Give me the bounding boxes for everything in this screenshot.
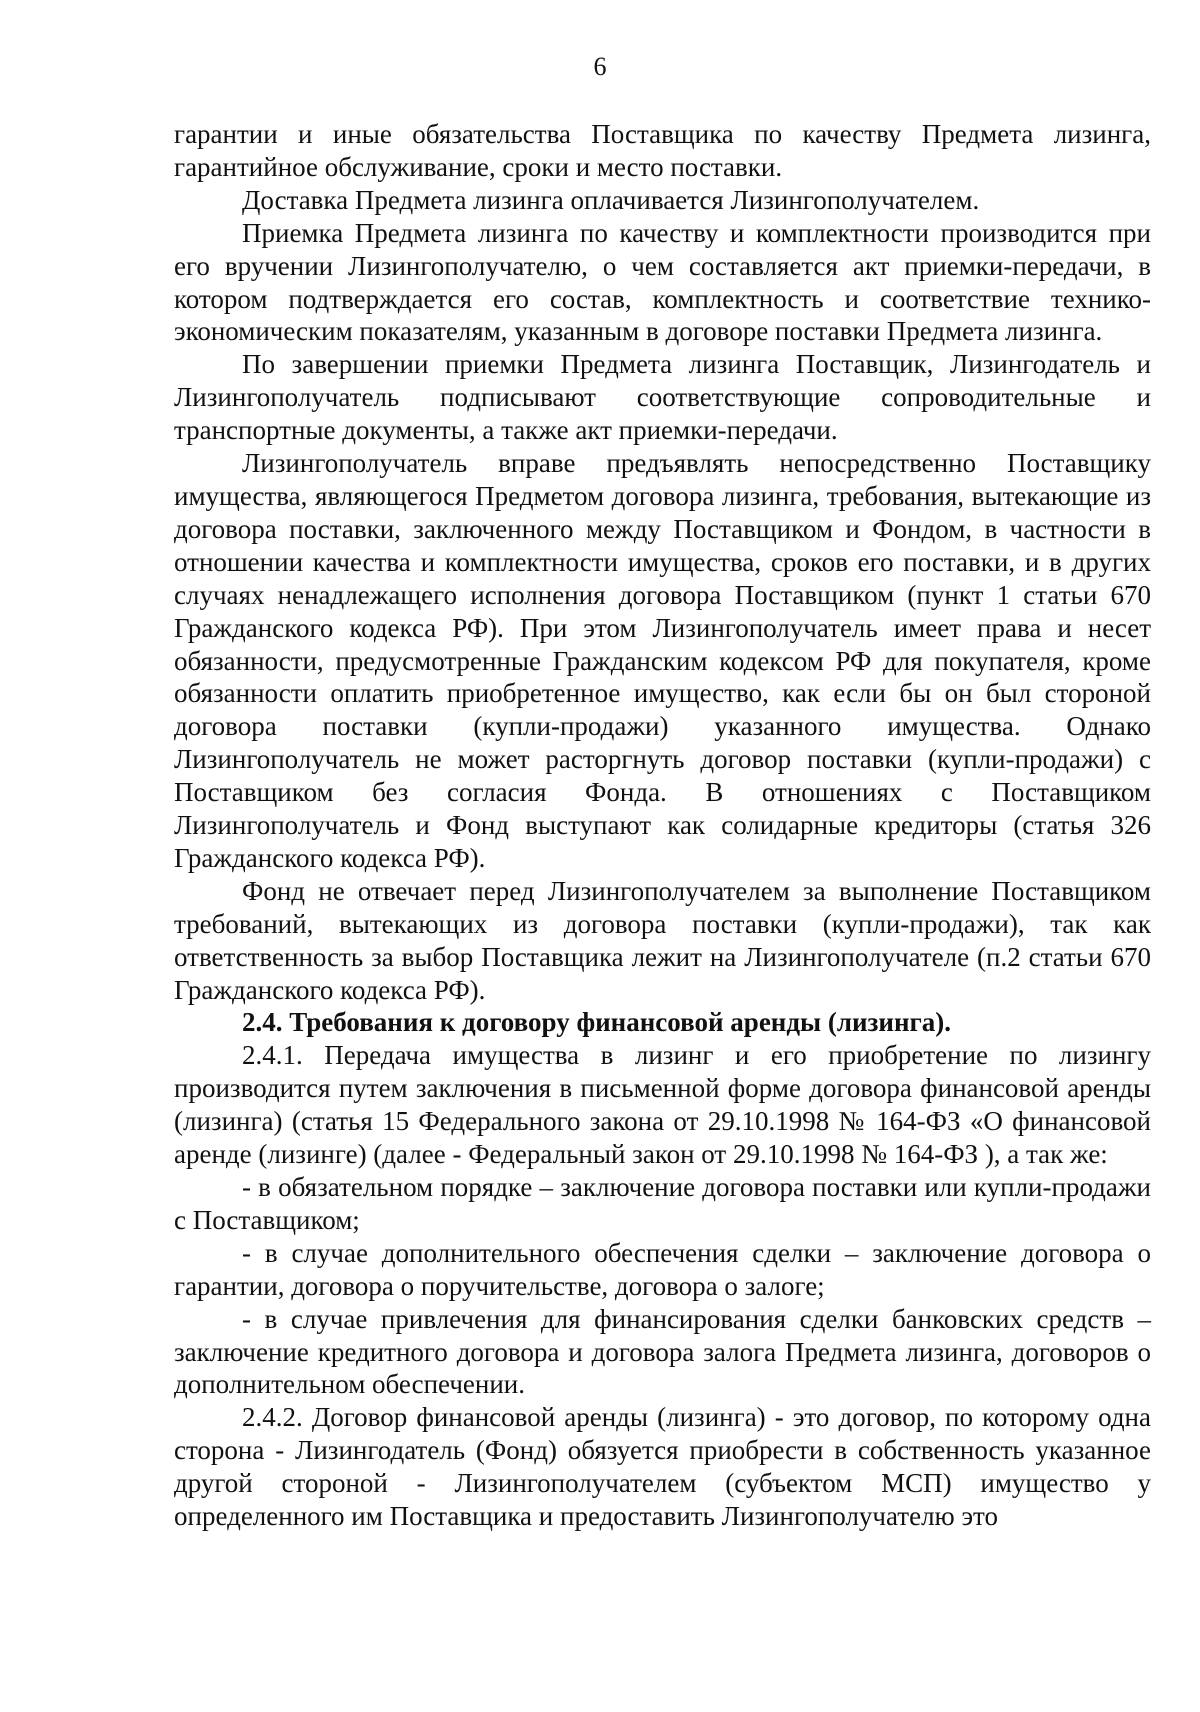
- paragraph-2-4-1: 2.4.1. Передача имущества в лизинг и его приобретение по лизингу производится путем заключения в письменной форме договора финансовой аренды (лизинга) (статья 15 Федерального закона от 29.10.1998 № 164-ФЗ «О финансовой аренде (лизинге) (далее - Федеральный закон от 29.10.1998 № 164-ФЗ ), а так же:: [174, 1040, 1151, 1170]
- paragraph-2-4-2: 2.4.2. Договор финансовой аренды (лизинга) - это договор, по которому одна сторона - Лизингодатель (Фонд) обязуется приобрести в собственность указанное другой стороной - Лизингополучателем (субъектом МСП) имущество у определенного им Поставщика и предоставить Лизингополучателю это: [174, 1402, 1151, 1532]
- paragraph-delivery-payment: Доставка Предмета лизинга оплачивается Лизингополучателем.: [242, 184, 980, 215]
- paragraph-fund-liability: Фонд не отвечает перед Лизингополучателем за выполнение Поставщиком требований, вытекающих из договора поставки (купли-продажи), так как ответственность за выбор Поставщика лежит на Лизингополучателе (п.2 статьи 670 Гражданского кодекса РФ).: [174, 875, 1151, 1005]
- list-item-supply-contract: - в обязательном порядке – заключение договора поставки или купли-продажи с Поставщиком;: [174, 1172, 1151, 1235]
- section-heading-2-4: 2.4. Требования к договору финансовой аренды (лизинга).: [242, 1007, 952, 1038]
- paragraph-acceptance: Приемка Предмета лизинга по качеству и комплектности производится при его вручении Лизингополучателю, о чем составляется акт приемки-передачи, в котором подтверждается его состав, комплектность и соответствие технико-экономическим показателям, указанным в договоре поставки Предмета лизинга.: [174, 217, 1151, 347]
- page-number: 6: [593, 52, 607, 81]
- document-body: [174, 118, 1151, 1533]
- list-item-bank-funds: - в случае привлечения для финансирования сделки банковских средств – заключение кредитного договора и договора залога Предмета лизинга, договоров о дополнительном обеспечении.: [174, 1303, 1151, 1400]
- paragraph-signing-documents: По завершении приемки Предмета лизинга Поставщик, Лизингодатель и Лизингополучатель подписывают соответствующие сопроводительные и транспортные документы, а также акт приемки-передачи.: [174, 349, 1151, 446]
- list-item-additional-security: - в случае дополнительного обеспечения сделки – заключение договора о гарантии, договора о поручительстве, договора о залоге;: [174, 1237, 1151, 1301]
- paragraph-lessee-claims: Лизингополучатель вправе предъявлять непосредственно Поставщику имущества, являющегося Предметом договора лизинга, требования, вытекающие из договора поставки, заключенного между Поставщиком и Фондом, в частности в отношении качества и комплектности имущества, сроков его поставки, и в других случаях ненадлежащего исполнения договора Поставщиком (пункт 1 статьи 670 Гражданского кодекса РФ). При этом Лизингополучатель имеет права и несет обязанности, предусмотренные Гражданским кодексом РФ для покупателя, кроме обязанности оплатить приобретенное имущество, как если бы он был стороной договора поставки (купли-продажи) указанного имущества. Однако Лизингополучатель не может расторгнуть договор поставки (купли-продажи) с Поставщиком без согласия Фонда. В отношениях с Поставщиком Лизингополучатель и Фонд выступают как солидарные кредиторы (статья 326 Гражданского кодекса РФ).: [174, 448, 1151, 873]
- paragraph-supplier-obligations: гарантии и иные обязательства Поставщика по качеству Предмета лизинга, гарантийное обслуживание, сроки и место поставки.: [174, 119, 1151, 182]
